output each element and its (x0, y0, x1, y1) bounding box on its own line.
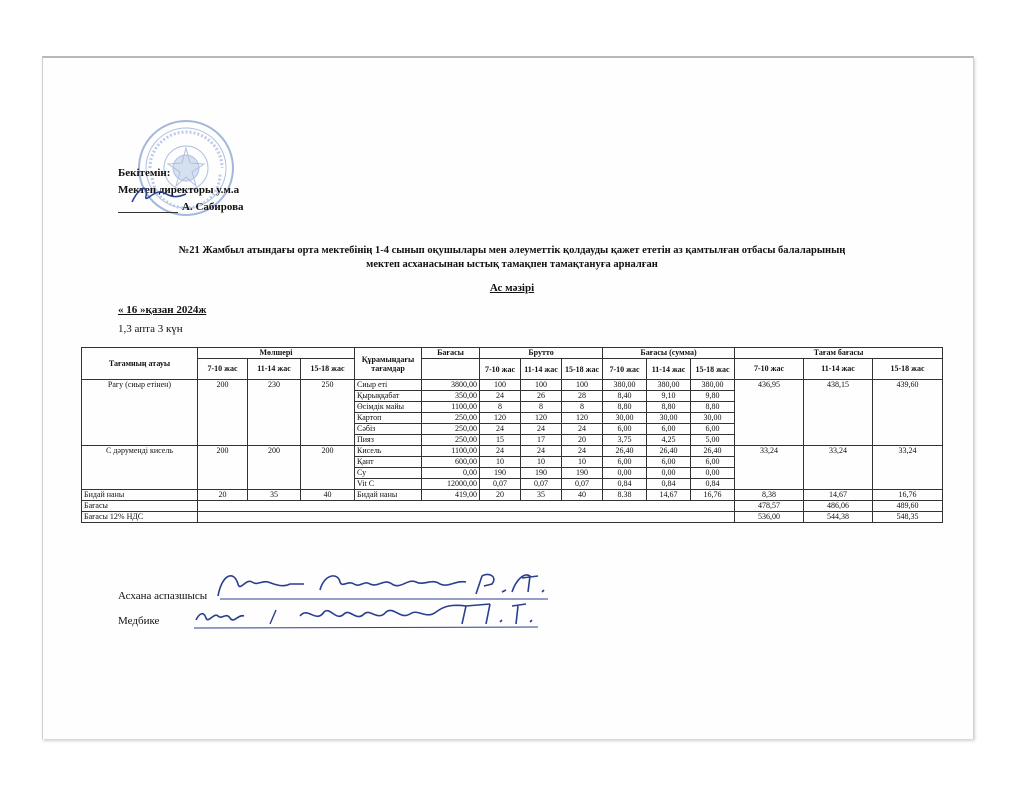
brutto-age: 15-18 жас (562, 359, 603, 380)
table-header-row-2 (82, 359, 943, 380)
component-price: 0,00 (422, 468, 480, 479)
dish-price-age: 11-14 жас (804, 359, 873, 380)
qty-cell: 200 (198, 380, 248, 446)
brutto-cell: 20 (480, 490, 521, 501)
dish-total: 438,15 (804, 380, 873, 446)
sum-cell: 14,67 (647, 490, 691, 501)
approval-name: А. Сабирова (182, 201, 244, 213)
component-price: 12000,00 (422, 479, 480, 490)
sum-cell: 3,75 (603, 435, 647, 446)
sum-cell: 26,40 (603, 446, 647, 457)
component-price: 350,00 (422, 391, 480, 402)
component-name: Картоп (355, 413, 422, 424)
price-total: 486,06 (804, 501, 873, 512)
vat-total-row (82, 512, 943, 523)
brutto-cell: 10 (521, 457, 562, 468)
col-brutto: Брутто (480, 348, 603, 359)
component-name: Сиыр еті (355, 380, 422, 391)
brutto-cell: 100 (480, 380, 521, 391)
sum-cell: 5,00 (691, 435, 735, 446)
sum-age: 15-18 жас (691, 359, 735, 380)
sum-cell: 8.38 (603, 490, 647, 501)
brutto-cell: 24 (562, 424, 603, 435)
brutto-cell: 0,07 (562, 479, 603, 490)
brutto-cell: 100 (562, 380, 603, 391)
table-header-row-1 (82, 348, 943, 359)
sum-cell: 16,76 (691, 490, 735, 501)
sum-cell: 9,80 (691, 391, 735, 402)
director-signature-icon (128, 182, 198, 208)
component-name: Vit C (355, 479, 422, 490)
brutto-cell: 28 (562, 391, 603, 402)
brutto-cell: 24 (480, 391, 521, 402)
brutto-cell: 10 (562, 457, 603, 468)
sum-cell: 30,00 (647, 413, 691, 424)
brutto-cell: 0,07 (480, 479, 521, 490)
table-row (82, 446, 943, 457)
component-name: Қант (355, 457, 422, 468)
brutto-cell: 100 (521, 380, 562, 391)
dish-total: 14,67 (804, 490, 873, 501)
brutto-cell: 8 (480, 402, 521, 413)
sum-cell: 9,10 (647, 391, 691, 402)
qty-age: 11-14 жас (248, 359, 301, 380)
vat-total: 536,00 (735, 512, 804, 523)
component-price: 250,00 (422, 413, 480, 424)
qty-cell: 200 (198, 446, 248, 490)
brutto-cell: 0,07 (521, 479, 562, 490)
cook-handwritten-signature-icon (212, 568, 552, 602)
qty-cell: 200 (248, 446, 301, 490)
sum-cell: 0,84 (647, 479, 691, 490)
sum-age: 11-14 жас (647, 359, 691, 380)
col-components: Құрамындағы тағамдар (355, 348, 422, 380)
col-quantity: Мөлшері (198, 348, 355, 359)
sum-cell: 30,00 (603, 413, 647, 424)
nurse-handwritten-signature-icon (190, 598, 540, 632)
component-name: Пияз (355, 435, 422, 446)
sum-cell: 0,00 (647, 468, 691, 479)
component-name: Сәбіз (355, 424, 422, 435)
sum-cell: 6,00 (691, 424, 735, 435)
sum-cell: 26,40 (691, 446, 735, 457)
sum-cell: 0,00 (691, 468, 735, 479)
brutto-cell: 26 (521, 391, 562, 402)
sum-cell: 380,00 (691, 380, 735, 391)
brutto-cell: 20 (562, 435, 603, 446)
price-total-label: Бағасы (82, 501, 198, 512)
brutto-cell: 24 (480, 424, 521, 435)
brutto-cell: 40 (562, 490, 603, 501)
sum-cell: 30,00 (691, 413, 735, 424)
sum-age: 7-10 жас (603, 359, 647, 380)
menu-title: Ас мәзірі (489, 282, 535, 294)
brutto-cell: 8 (521, 402, 562, 413)
brutto-cell: 8 (562, 402, 603, 413)
qty-age: 7-10 жас (198, 359, 248, 380)
sum-cell: 4,25 (647, 435, 691, 446)
component-price: 1100,00 (422, 402, 480, 413)
brutto-cell: 120 (480, 413, 521, 424)
col-dish-price: Тағам бағасы (735, 348, 943, 359)
dish-total: 33,24 (873, 446, 943, 490)
sum-cell: 8,80 (691, 402, 735, 413)
brutto-age: 11-14 жас (521, 359, 562, 380)
qty-cell: 230 (248, 380, 301, 446)
document-title-line-1: №21 Жамбыл атындағы орта мектебінің 1-4 сынып оқушылары мен әлеуметтік қолдауды қажет ететін аз қамтылған отбасы балаларының (178, 245, 846, 256)
price-sub (422, 359, 480, 380)
brutto-age: 7-10 жас (480, 359, 521, 380)
dish-total: 436,95 (735, 380, 804, 446)
brutto-cell: 190 (562, 468, 603, 479)
brutto-cell: 120 (521, 413, 562, 424)
brutto-cell: 190 (480, 468, 521, 479)
component-price: 250,00 (422, 424, 480, 435)
approval-label: Бекітемін: (118, 167, 171, 179)
qty-cell: 35 (248, 490, 301, 501)
component-price: 419,00 (422, 490, 480, 501)
sum-cell: 8,40 (603, 391, 647, 402)
sum-cell: 8,80 (647, 402, 691, 413)
dish-name: С дәруменді кисель (82, 446, 198, 490)
component-name: Бидай наны (355, 490, 422, 501)
sum-cell: 6,00 (647, 457, 691, 468)
nurse-signature-label: Медбике (118, 615, 160, 627)
price-total-spacer (198, 501, 735, 512)
component-price: 3800,00 (422, 380, 480, 391)
qty-age: 15-18 жас (301, 359, 355, 380)
price-total: 489,60 (873, 501, 943, 512)
brutto-cell: 24 (521, 424, 562, 435)
component-name: Кисель (355, 446, 422, 457)
brutto-cell: 24 (562, 446, 603, 457)
col-sum: Бағасы (сумма) (603, 348, 735, 359)
dish-total: 8,38 (735, 490, 804, 501)
menu-date: « 16 »қазан 2024ж (118, 304, 207, 316)
table-row (82, 380, 943, 391)
sum-cell: 8,80 (603, 402, 647, 413)
vat-total-spacer (198, 512, 735, 523)
brutto-cell: 24 (480, 446, 521, 457)
sum-cell: 6,00 (647, 424, 691, 435)
vat-total: 548,35 (873, 512, 943, 523)
dish-total: 439,60 (873, 380, 943, 446)
approval-position: Мектеп директоры у.м.а (118, 184, 240, 196)
brutto-cell: 120 (562, 413, 603, 424)
col-price: Бағасы (422, 348, 480, 359)
qty-cell: 250 (301, 380, 355, 446)
col-dish: Тағамның атауы (82, 348, 198, 380)
component-name: Өсімдік майы (355, 402, 422, 413)
table-row (82, 490, 943, 501)
sum-cell: 380,00 (647, 380, 691, 391)
brutto-cell: 24 (521, 446, 562, 457)
qty-cell: 200 (301, 446, 355, 490)
dish-total: 33,24 (804, 446, 873, 490)
sum-cell: 380,00 (603, 380, 647, 391)
document-title-line-2: мектеп асханасынан ыстық тамақпен тамақтануға арналған (366, 259, 658, 270)
vat-total-label: Бағасы 12% НДС (82, 512, 198, 523)
dish-name: Рагу (сиыр етінен) (82, 380, 198, 446)
dish-name: Бидай наны (82, 490, 198, 501)
component-name: Қырыққабат (355, 391, 422, 402)
component-price: 1100,00 (422, 446, 480, 457)
sum-cell: 6,00 (603, 424, 647, 435)
dish-price-age: 15-18 жас (873, 359, 943, 380)
price-total: 478,57 (735, 501, 804, 512)
vat-total: 544,38 (804, 512, 873, 523)
dish-total: 16,76 (873, 490, 943, 501)
menu-table (81, 347, 943, 523)
sum-cell: 0,84 (603, 479, 647, 490)
brutto-cell: 10 (480, 457, 521, 468)
week-day: 1,3 апта 3 күн (118, 323, 183, 335)
sum-cell: 26,40 (647, 446, 691, 457)
brutto-cell: 17 (521, 435, 562, 446)
dish-price-age: 7-10 жас (735, 359, 804, 380)
cook-signature-label: Асхана аспазшысы (118, 590, 208, 602)
sum-cell: 0,00 (603, 468, 647, 479)
qty-cell: 20 (198, 490, 248, 501)
price-total-row (82, 501, 943, 512)
component-price: 600,00 (422, 457, 480, 468)
dish-total: 33,24 (735, 446, 804, 490)
sum-cell: 6,00 (691, 457, 735, 468)
brutto-cell: 15 (480, 435, 521, 446)
brutto-cell: 35 (521, 490, 562, 501)
qty-cell: 40 (301, 490, 355, 501)
sum-cell: 0,84 (691, 479, 735, 490)
brutto-cell: 190 (521, 468, 562, 479)
component-name: Су (355, 468, 422, 479)
sum-cell: 6,00 (603, 457, 647, 468)
component-price: 250,00 (422, 435, 480, 446)
